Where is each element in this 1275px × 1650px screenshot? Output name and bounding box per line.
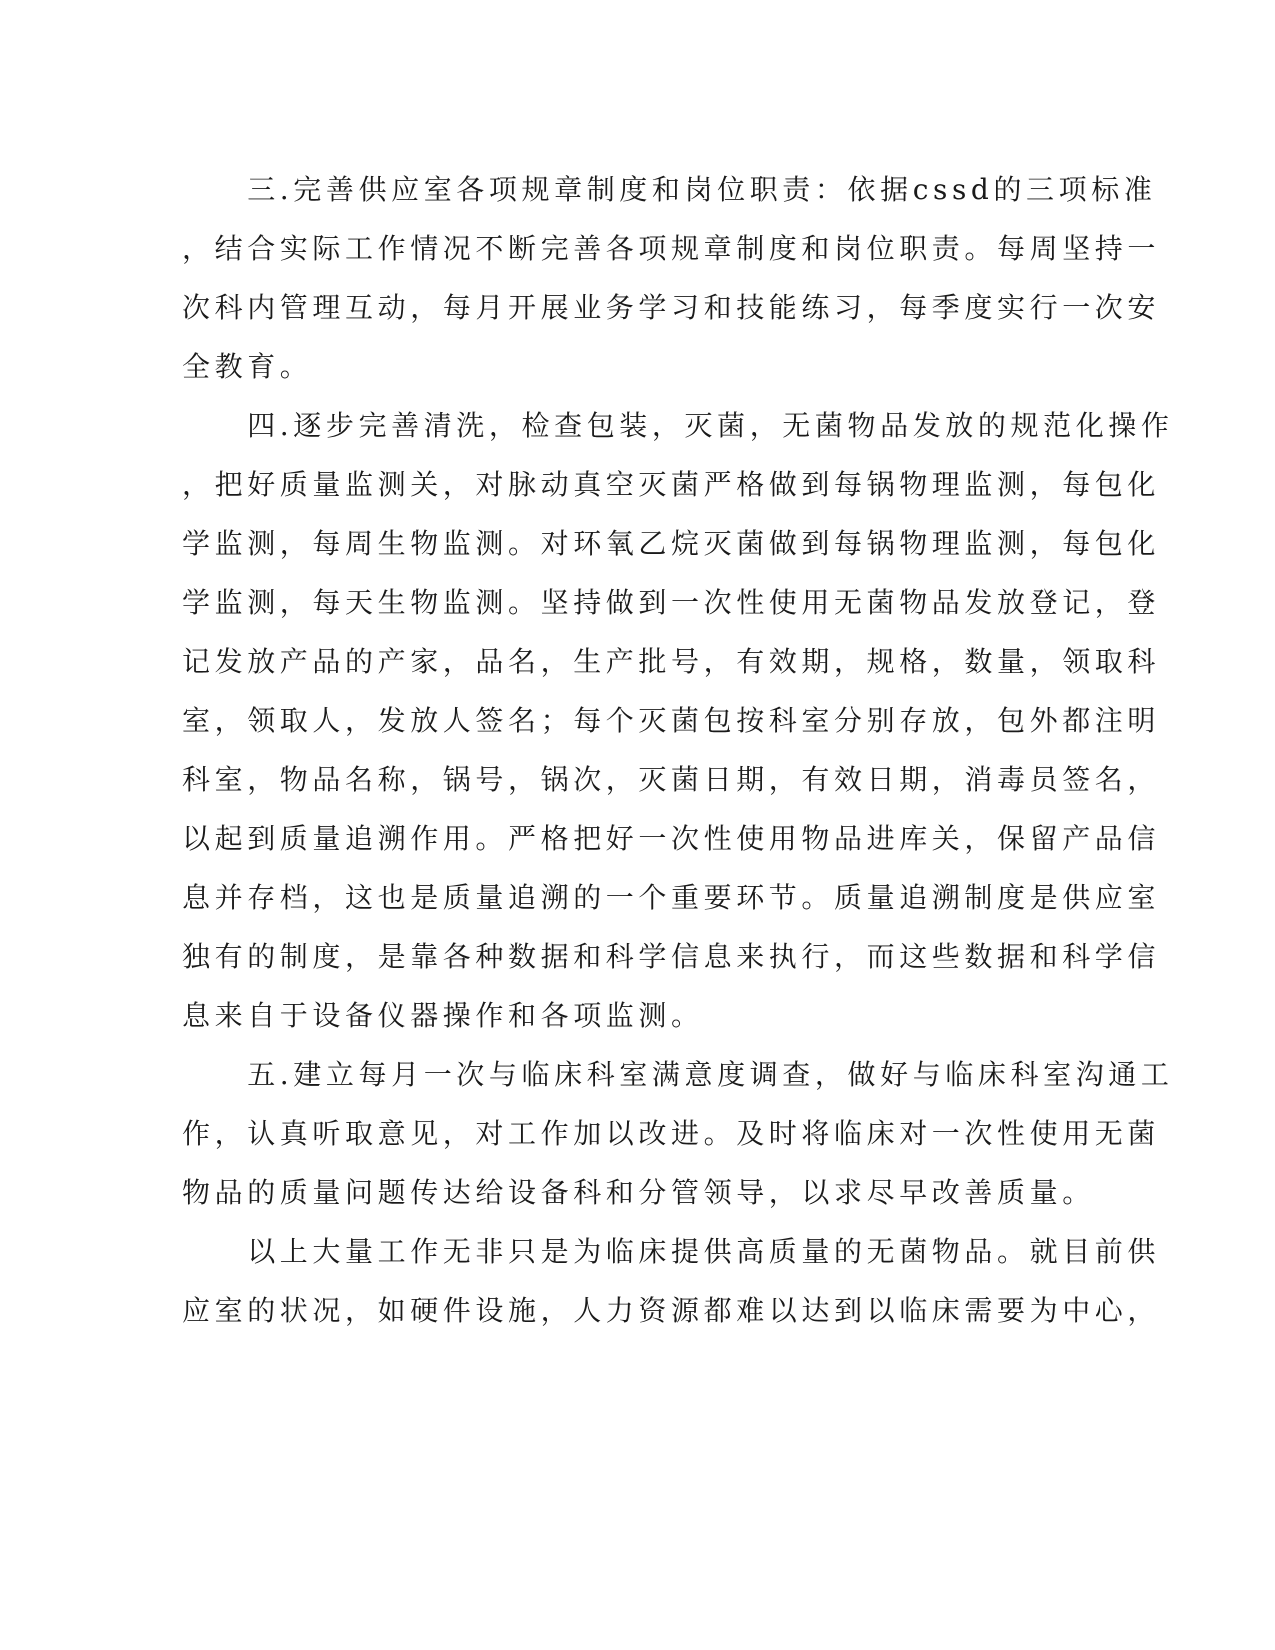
text-line: 次科内管理互动，每月开展业务学习和技能练习，每季度实行一次安 [182,291,1161,324]
paragraph-summary [182,1222,1161,1340]
text-line: 作，认真听取意见，对工作加以改进。及时将临床对一次性使用无菌 [182,1117,1161,1150]
text-line: 息来自于设备仪器操作和各项监测。 [182,999,704,1032]
paragraph-section-4 [182,396,1174,1045]
text-line: 物品的质量问题传达给设备科和分管领导，以求尽早改善质量。 [182,1176,1095,1209]
text-line: 室，领取人，发放人签名；每个灭菌包按科室分别存放，包外都注明 [182,704,1161,737]
text-line: 以上大量工作无非只是为临床提供高质量的无菌物品。就目前供 [182,1235,1161,1268]
text-line: 息并存档，这也是质量追溯的一个重要环节。质量追溯制度是供应室 [182,881,1161,914]
text-line: 三.完善供应室各项规章制度和岗位职责：依据cssd的三项标准 [182,173,1157,206]
text-line: 科室，物品名称，锅号，锅次，灭菌日期，有效日期，消毒员签名， [182,763,1161,796]
text-line: 学监测，每周生物监测。对环氧乙烷灭菌做到每锅物理监测，每包化 [182,527,1161,560]
text-line: 记发放产品的产家，品名，生产批号，有效期，规格，数量，领取科 [182,645,1161,678]
body-text [182,160,1174,1340]
text-line: 五.建立每月一次与临床科室满意度调查，做好与临床科室沟通工 [182,1058,1174,1091]
text-line: ，把好质量监测关，对脉动真空灭菌严格做到每锅物理监测，每包化 [182,468,1161,501]
text-line: 学监测，每天生物监测。坚持做到一次性使用无菌物品发放登记，登 [182,586,1161,619]
text-line: 四.逐步完善清洗，检查包装，灭菌，无菌物品发放的规范化操作 [182,409,1174,442]
text-line: 独有的制度，是靠各种数据和科学信息来执行，而这些数据和科学信 [182,940,1161,973]
text-line: 以起到质量追溯作用。严格把好一次性使用物品进库关，保留产品信 [182,822,1161,855]
paragraph-section-3 [182,160,1161,396]
text-line: ，结合实际工作情况不断完善各项规章制度和岗位职责。每周坚持一 [182,232,1161,265]
paragraph-section-5 [182,1045,1174,1222]
text-line: 应室的状况，如硬件设施，人力资源都难以达到以临床需要为中心， [182,1294,1161,1327]
text-line: 全教育。 [182,350,313,383]
